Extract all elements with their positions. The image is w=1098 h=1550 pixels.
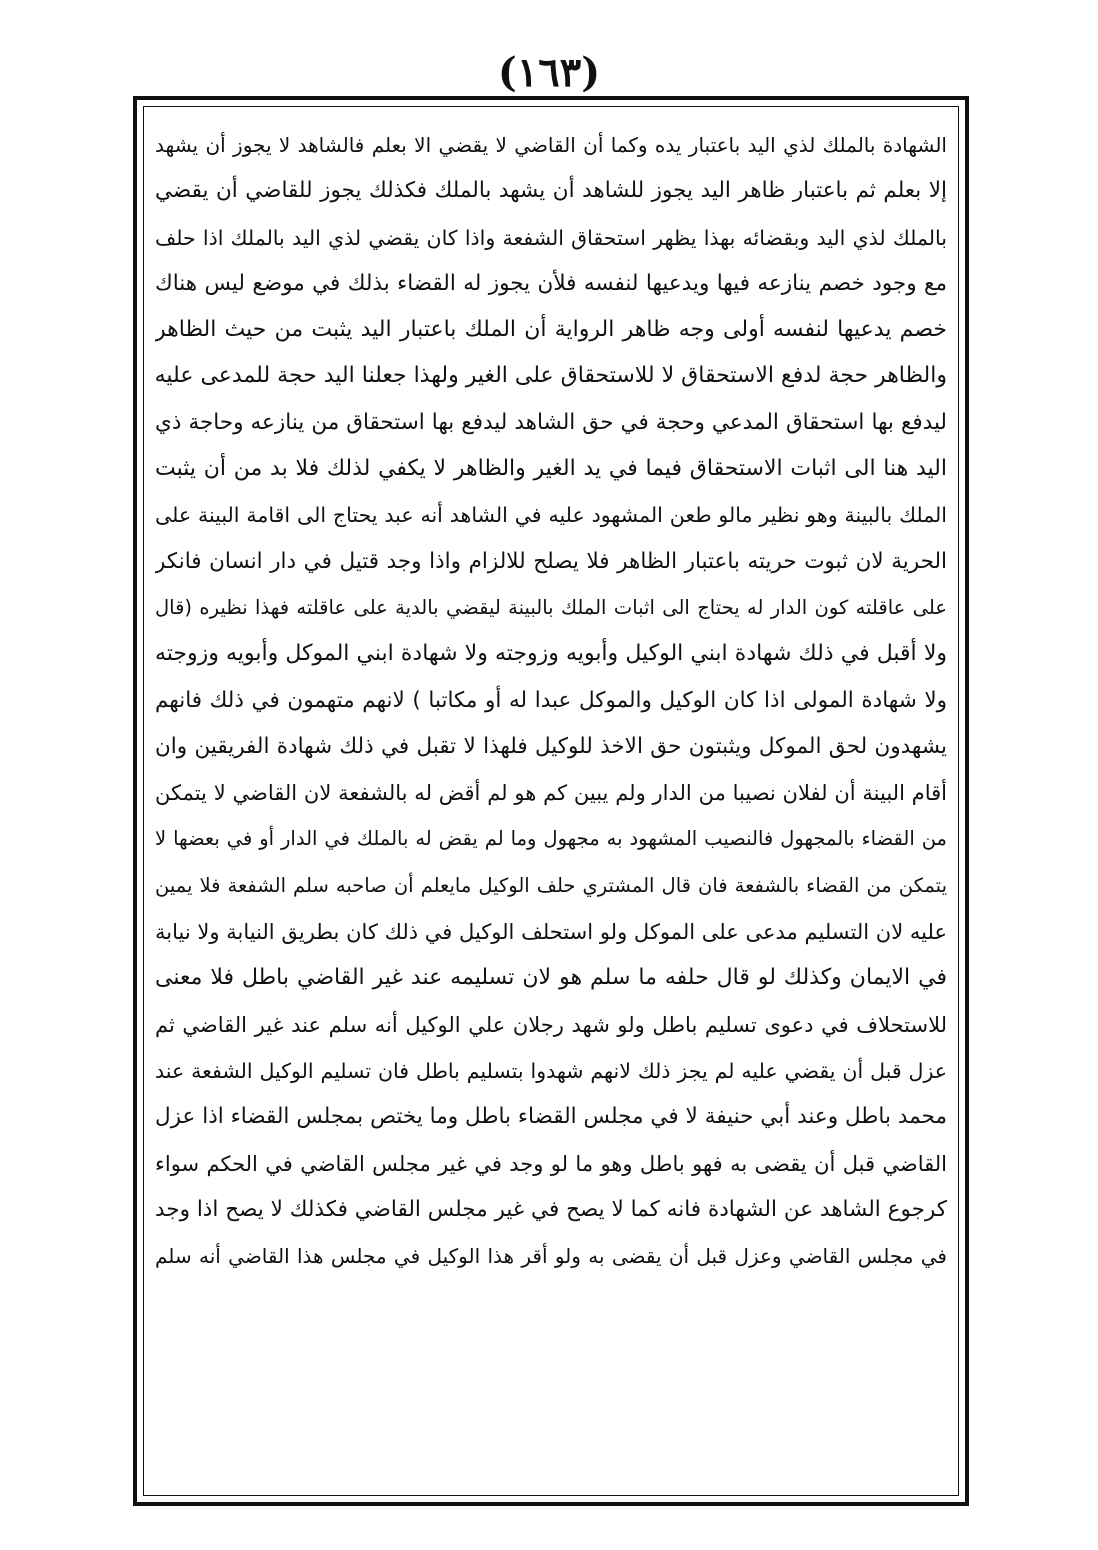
text-line: عزل قبل أن يقضي عليه لم يجز ذلك لانهم شهدوا بتسليم باطل فان تسليم الوكيل الشفعة عند — [155, 1058, 947, 1083]
text-line: أقام البينة أن لفلان نصيبا من الدار ولم يبين كم هو لم أقض له بالشفعة لان القاضي لا يتمكن — [155, 781, 947, 806]
text-line: بالملك لذي اليد وبقضائه بهذا يظهر استحقاق الشفعة واذا كان يقضي لذي اليد بالملك اذا حلف — [155, 225, 947, 250]
text-line: إلا بعلم ثم باعتبار ظاهر اليد يجوز للشاهد أن يشهد بالملك فكذلك يجوز للقاضي أن يقضي — [155, 178, 947, 204]
text-line: مع وجود خصم ينازعه فيها ويدعيها لنفسه فلأن يجوز له القضاء بذلك في موضع ليس هناك — [155, 270, 947, 296]
text-line: القاضي قبل أن يقضى به فهو باطل وهو ما لو وجد في غير مجلس القاضي في الحكم سواء — [155, 1151, 947, 1176]
text-line: والظاهر حجة لدفع الاستحقاق لا للاستحقاق على الغير ولهذا جعلنا اليد حجة للمدعى عليه — [155, 363, 947, 389]
text-line: محمد باطل وعند أبي حنيفة لا في مجلس القضاء باطل وما يختص بمجلس القضاء اذا عزل — [155, 1104, 947, 1130]
text-line: يتمكن من القضاء بالشفعة فان قال المشتري حلف الوكيل مايعلم أن صاحبه سلم الشفعة فلا يمين — [155, 873, 947, 897]
text-line: في الايمان وكذلك لو قال حلفه ما سلم هو لان تسليمه عند غير القاضي باطل فلا معنى — [155, 965, 947, 991]
text-line: عليه لان التسليم مدعى على الموكل ولو استحلف الوكيل في ذلك كان بطريق النيابة ولا نيابة — [155, 920, 947, 945]
text-line: يشهدون لحق الموكل ويثبتون حق الاخذ للوكيل فلهذا لا تقبل في ذلك شهادة الفريقين وان — [155, 733, 947, 759]
text-line: الملك بالبينة وهو نظير مالو طعن المشهود عليه في الشاهد أنه عبد يحتاج الى اقامة البينة على — [155, 503, 947, 528]
text-line: من القضاء بالمجهول فالنصيب المشهود به مجهول وما لم يقض له بالملك في الدار أو في بعضها لا — [155, 827, 947, 851]
text-line: كرجوع الشاهد عن الشهادة فانه كما لا يصح في غير مجلس القاضي فكذلك لا يصح اذا وجد — [155, 1196, 947, 1222]
text-line: خصم يدعيها لنفسه أولى وجه ظاهر الرواية أن الملك باعتبار اليد يثبت من حيث الظاهر — [155, 317, 947, 343]
text-line: الحرية لان ثبوت حريته باعتبار الظاهر فلا يصلح للالزام واذا وجد قتيل في دار انسان فانكر — [155, 548, 947, 574]
text-line: الشهادة بالملك لذي اليد باعتبار يده وكما أن القاضي لا يقضي الا بعلم فالشاهد لا يجوز أن يشهد — [155, 133, 947, 157]
page-number: (١٦٣) — [497, 49, 601, 96]
text-line: للاستحلاف في دعوى تسليم باطل ولو شهد رجلان علي الوكيل أنه سلم عند غير القاضي ثم — [155, 1012, 947, 1037]
text-line: ليدفع بها استحقاق المدعي وحجة في حق الشاهد ليدفع بها استحقاق من ينازعه وحاجة ذي — [155, 409, 947, 435]
text-line: ولا شهادة المولى اذا كان الوكيل والموكل عبدا له أو مكاتبا ) لانهم متهمون في ذلك فانهم — [155, 687, 947, 713]
text-body — [155, 122, 947, 1279]
text-line: اليد هنا الى اثبات الاستحقاق فيما في يد الغير والظاهر لا يكفي لذلك فلا بد من أن يثبت — [155, 456, 947, 482]
text-line: في مجلس القاضي وعزل قبل أن يقضى به ولو أقر هذا الوكيل في مجلس هذا القاضي أنه سلم — [155, 1244, 947, 1269]
text-line: ولا أقبل في ذلك شهادة ابني الوكيل وأبويه وزوجته ولا شهادة ابني الموكل وأبويه وزوجته — [155, 641, 947, 667]
text-line: على عاقلته كون الدار له يحتاج الى اثبات الملك بالبينة ليقضي بالدية على عاقلته فهذا نظيره (قال — [155, 595, 947, 619]
